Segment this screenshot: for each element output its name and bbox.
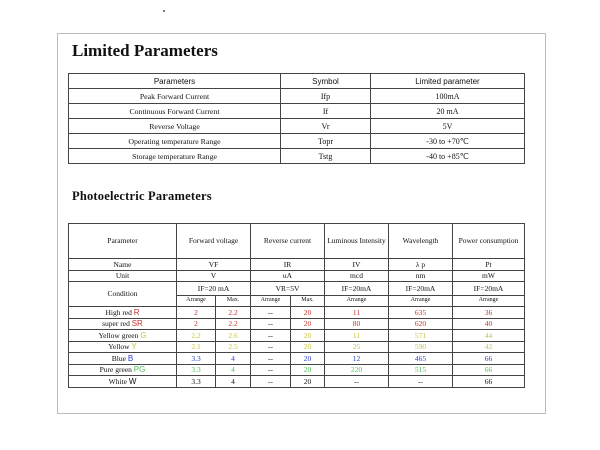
ir-arrange: -- [251, 307, 291, 319]
sub-arrange: Arrange [251, 296, 291, 307]
ir-arrange: -- [251, 364, 291, 376]
vf-arrange: 3.3 [177, 376, 216, 388]
vf-max: 4 [216, 353, 251, 365]
ir-max: 20 [291, 353, 325, 365]
param-symbol: Tstg [281, 149, 371, 164]
led-name [69, 330, 177, 342]
ir-arrange: -- [251, 341, 291, 353]
cell-pt: Pt [453, 259, 525, 271]
wavelength-value: -- [389, 376, 453, 388]
wavelength-value: 620 [389, 318, 453, 330]
vf-arrange: 2.2 [177, 330, 216, 342]
vf-arrange: 2 [177, 318, 216, 330]
sub-arrange: Arrange [325, 296, 389, 307]
led-row [69, 318, 525, 330]
wavelength-value: 590 [389, 341, 453, 353]
luminous-value: -- [325, 376, 389, 388]
photoelectric-parameters-table [68, 223, 525, 388]
cell-wl: IF=20mA [389, 282, 453, 296]
cell-wl: λ p [389, 259, 453, 271]
ir-max: 20 [291, 307, 325, 319]
sub-arrange: Arrange [177, 296, 216, 307]
cell-iv: IF=20mA [325, 282, 389, 296]
wavelength-value: 635 [389, 307, 453, 319]
param-name: Continuous Forward Current [69, 104, 281, 119]
param-symbol: Topr [281, 134, 371, 149]
param-name: Reverse Voltage [69, 119, 281, 134]
cell-ir: IR [251, 259, 325, 271]
led-name [69, 307, 177, 319]
param-limit: 5V [371, 119, 525, 134]
sub-max: Max. [291, 296, 325, 307]
stray-dot [163, 10, 165, 12]
led-code: W [128, 376, 137, 386]
sub-arrange: Arrange [453, 296, 525, 307]
cell-ir: VR=5V [251, 282, 325, 296]
led-rows [69, 307, 525, 388]
unit-row [69, 270, 525, 282]
header-limited-parameter: Limited parameter [371, 74, 525, 89]
vf-max: 2.6 [216, 330, 251, 342]
ir-max: 20 [291, 330, 325, 342]
header-wavelength: Wavelength [389, 224, 453, 259]
vf-arrange: 3.3 [177, 353, 216, 365]
ir-max: 20 [291, 318, 325, 330]
power-value: 40 [453, 318, 525, 330]
wavelength-value: 465 [389, 353, 453, 365]
wavelength-value: 515 [389, 364, 453, 376]
table-row [69, 89, 525, 104]
led-row [69, 376, 525, 388]
condition-label: Condition [69, 282, 177, 307]
luminous-value: 11 [325, 307, 389, 319]
led-code: G [140, 330, 147, 340]
led-row [69, 307, 525, 319]
cell-iv: mcd [325, 270, 389, 282]
power-value: 66 [453, 353, 525, 365]
vf-arrange: 3.3 [177, 364, 216, 376]
row-label: Name [69, 259, 177, 271]
table-header-row [69, 74, 525, 89]
led-name-text: Yellow [108, 342, 130, 351]
header-reverse-current: Reverse current [251, 224, 325, 259]
luminous-value: 11 [325, 330, 389, 342]
led-name-text: Pure green [99, 365, 132, 374]
vf-max: 2.5 [216, 341, 251, 353]
ir-arrange: -- [251, 353, 291, 365]
ir-arrange: -- [251, 318, 291, 330]
cell-pt: IF=20mA [453, 282, 525, 296]
header-parameter: Parameter [69, 224, 177, 259]
param-limit: 20 mA [371, 104, 525, 119]
param-symbol: Vr [281, 119, 371, 134]
sub-max: Max. [216, 296, 251, 307]
sub-arrange: Arrange [389, 296, 453, 307]
led-name [69, 353, 177, 365]
led-code: Y [131, 342, 137, 351]
param-symbol: If [281, 104, 371, 119]
cell-vf: VF [177, 259, 251, 271]
header-forward-voltage: Forward voltage [177, 224, 251, 259]
header-parameters: Parameters [69, 74, 281, 89]
luminous-value: 25 [325, 341, 389, 353]
header-luminous-intensity: Luminous Intensity [325, 224, 389, 259]
led-name-text: High red [105, 307, 132, 317]
header-symbol: Symbol [281, 74, 371, 89]
vf-arrange: 2.1 [177, 341, 216, 353]
led-row [69, 364, 525, 376]
cell-iv: IV [325, 259, 389, 271]
param-name: Operating temperature Range [69, 134, 281, 149]
power-value: 66 [453, 376, 525, 388]
photoelectric-parameters-title: Photoelectric Parameters [72, 189, 212, 203]
table-row [69, 134, 525, 149]
power-value: 66 [453, 364, 525, 376]
table-row [69, 119, 525, 134]
row-label: Unit [69, 270, 177, 282]
cell-ir: uA [251, 270, 325, 282]
luminous-value: 80 [325, 318, 389, 330]
table-row [69, 149, 525, 164]
led-name [69, 318, 177, 330]
led-row [69, 341, 525, 353]
param-name: Storage temperature Range [69, 149, 281, 164]
ir-arrange: -- [251, 376, 291, 388]
ir-max: 20 [291, 341, 325, 353]
led-code: SR [131, 319, 143, 328]
cell-pt: mW [453, 270, 525, 282]
table-header-row [69, 224, 525, 259]
power-value: 44 [453, 330, 525, 342]
ir-max: 20 [291, 376, 325, 388]
led-name [69, 376, 177, 388]
limited-parameters-table [68, 73, 525, 164]
param-symbol: Ifp [281, 89, 371, 104]
limited-parameters-title: Limited Parameters [72, 41, 218, 60]
wavelength-value: 571 [389, 330, 453, 342]
table-row [69, 104, 525, 119]
luminous-value: 12 [325, 353, 389, 365]
power-value: 42 [453, 341, 525, 353]
led-name [69, 364, 177, 376]
param-limit: -30 to +70℃ [371, 134, 525, 149]
cell-vf: V [177, 270, 251, 282]
vf-max: 4 [216, 364, 251, 376]
vf-arrange: 2 [177, 307, 216, 319]
header-power-consumption: Power consumption [453, 224, 525, 259]
led-name-text: super red [102, 319, 130, 328]
ir-arrange: -- [251, 330, 291, 342]
led-name-text: Blue [111, 353, 126, 363]
cell-wl: nm [389, 270, 453, 282]
luminous-value: 220 [325, 364, 389, 376]
param-name: Peak Forward Current [69, 89, 281, 104]
vf-max: 2.2 [216, 318, 251, 330]
power-value: 36 [453, 307, 525, 319]
led-row [69, 330, 525, 342]
vf-max: 4 [216, 376, 251, 388]
led-name-text: Yellow green [98, 330, 139, 340]
param-limit: 100mA [371, 89, 525, 104]
param-limit: -40 to +85℃ [371, 149, 525, 164]
led-name [69, 341, 177, 353]
cell-vf: IF=20 mA [177, 282, 251, 296]
vf-max: 2.2 [216, 307, 251, 319]
led-name-text: White [108, 376, 127, 386]
condition-row [69, 282, 525, 296]
name-row [69, 259, 525, 271]
ir-max: 20 [291, 364, 325, 376]
led-row [69, 353, 525, 365]
led-code: PG [133, 365, 146, 374]
led-code: B [127, 353, 134, 363]
led-code: R [133, 307, 140, 317]
